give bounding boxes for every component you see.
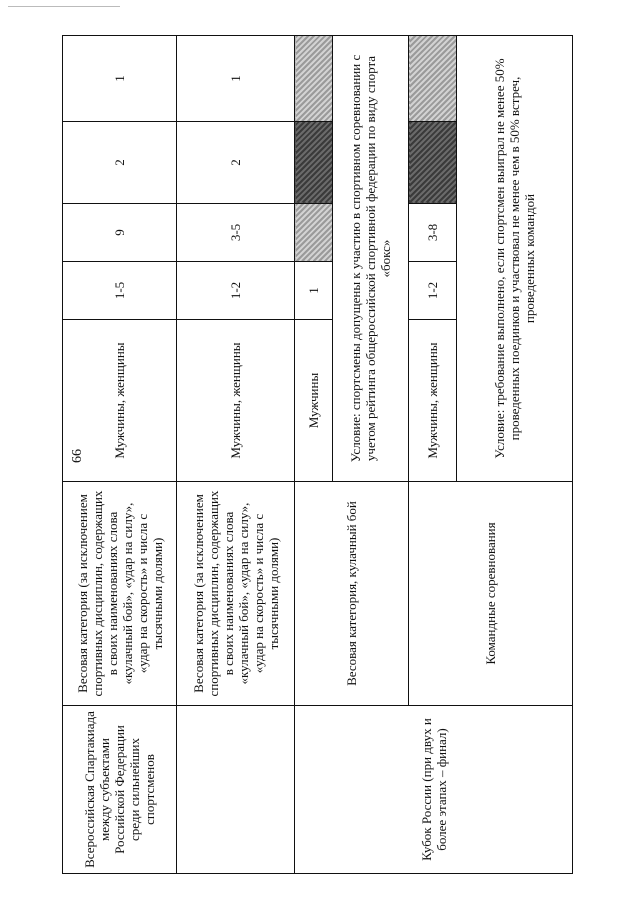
shaded-cell <box>409 36 457 122</box>
rotated-table-container <box>62 36 572 874</box>
value-cell: 9 <box>63 204 177 262</box>
event-name-cell: Всероссийская Спартакиада между субъектами Российской Федерации среди сильнейших спортсменов <box>63 706 177 874</box>
value-cell: 1 <box>177 36 295 122</box>
table-row <box>177 36 295 874</box>
page-number: 66 <box>70 449 85 463</box>
discipline-cell: Командные соревнования <box>409 482 573 706</box>
gender-cell: Мужчины, женщины <box>409 320 457 482</box>
value-cell: 2 <box>63 122 177 204</box>
shaded-cell <box>409 122 457 204</box>
gender-cell: Мужчины, женщины <box>177 320 295 482</box>
value-cell: 3-8 <box>409 204 457 262</box>
event-name-cell-empty <box>177 706 295 874</box>
condition-note: Условие: требование выполнено, если спортсмен выиграл не менее 50% проведенных поединков и участвовал не менее чем в 50% встреч, проведенных командой <box>457 36 573 482</box>
shaded-cell <box>295 204 333 262</box>
gender-cell: Мужчины, женщины <box>63 320 177 482</box>
sports-requirements-table <box>62 35 573 874</box>
place-cell: 1-2 <box>177 262 295 320</box>
event-name-cell: Кубок России (при двух и более этапах – финал) <box>295 706 573 874</box>
condition-note: Условие: спортсмены допущены к участию в спортивном соревновании с учетом рейтинга общероссийской спортивной федерации по виду спорта «бокс» <box>333 36 409 482</box>
place-cell: 1 <box>295 262 333 320</box>
table-row <box>63 36 177 874</box>
shaded-cell <box>295 36 333 122</box>
discipline-cell: Весовая категория (за исключением спортивных дисциплин, содержащих в своих наименованиях слова «кулачный бой», «удар на силу», «удар на скорость» и числа с тысячными долями) <box>63 482 177 706</box>
table-row <box>295 36 333 874</box>
value-cell: 3-5 <box>177 204 295 262</box>
place-cell: 1-2 <box>409 262 457 320</box>
discipline-cell: Весовая категория (за исключением спортивных дисциплин, содержащих в своих наименованиях слова «кулачный бой», «удар на силу», «удар на скорость» и числа с тысячными долями) <box>177 482 295 706</box>
value-cell: 2 <box>177 122 295 204</box>
gender-cell: Мужчины <box>295 320 333 482</box>
shaded-cell <box>295 122 333 204</box>
value-cell: 1 <box>63 36 177 122</box>
place-cell: 1-5 <box>63 262 177 320</box>
discipline-cell: Весовая категория, кулачный бой <box>295 482 409 706</box>
scan-artifact-line <box>8 6 120 7</box>
